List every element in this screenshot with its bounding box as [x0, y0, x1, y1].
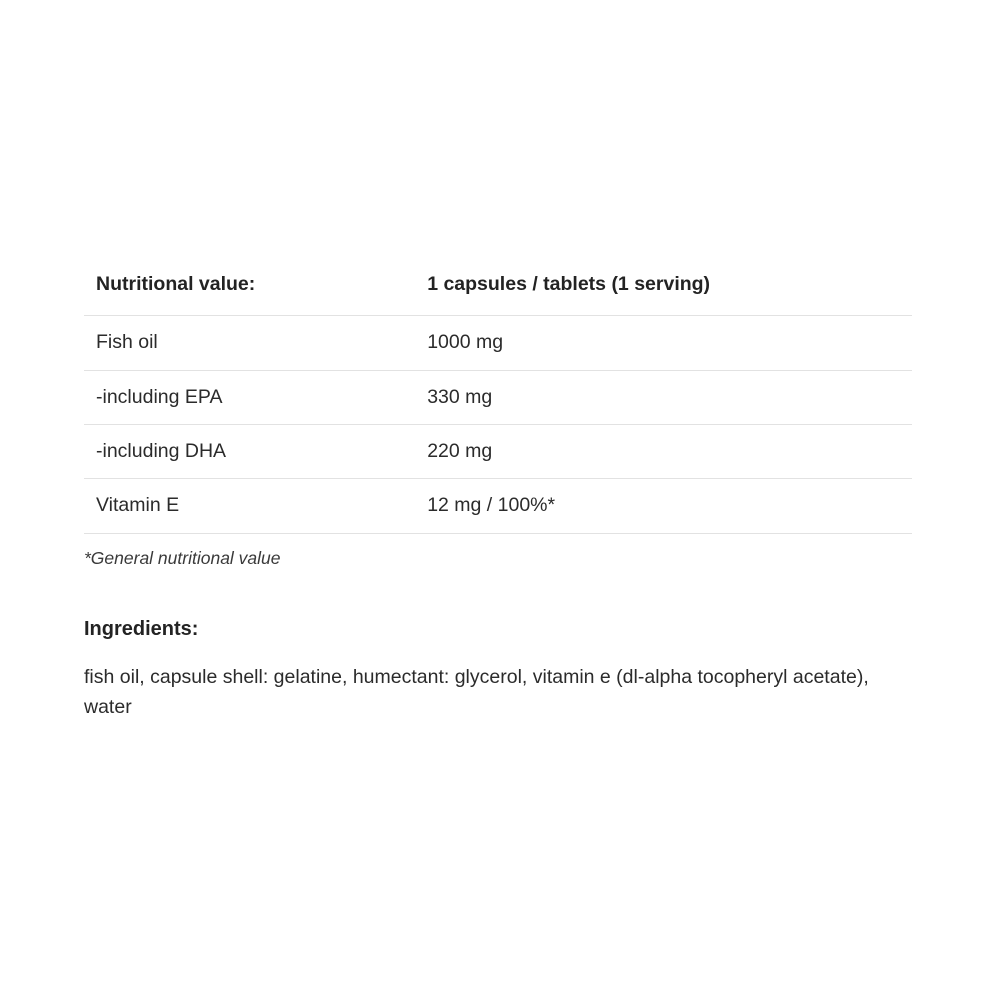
nutrition-footnote: *General nutritional value: [84, 548, 281, 568]
nutrient-value-vitamin-e: 12 mg / 100%*: [415, 479, 912, 533]
table-row: [84, 425, 912, 479]
nutrient-name-fish-oil: Fish oil: [96, 331, 158, 354]
table-row: [84, 370, 912, 424]
nutrient-name-vitamin-e: Vitamin E: [84, 479, 415, 533]
nutrient-name-dha: -including DHA: [96, 440, 227, 463]
ingredients-heading: Ingredients:: [84, 618, 199, 640]
column-header-serving: 1 capsules / tablets (1 serving): [427, 273, 711, 295]
column-header-nutritional-value: Nutritional value:: [96, 273, 256, 295]
table-header-row: [84, 262, 912, 316]
nutrient-value-fish-oil: 1000 mg: [427, 331, 504, 354]
nutrient-name-epa: -including EPA: [96, 385, 223, 408]
nutrient-value-epa: 330 mg: [427, 385, 493, 408]
nutrient-value-dha: 220 mg: [427, 440, 493, 463]
nutrition-table-head: [84, 262, 912, 316]
nutrition-table: [84, 262, 912, 534]
table-row: [84, 479, 912, 533]
table-row: [84, 316, 912, 370]
nutrition-table-block: [84, 262, 912, 534]
ingredients-text: fish oil, capsule shell: gelatine, humectant: glycerol, vitamin e (dl-alpha tocopheryl acetate), water: [84, 666, 869, 719]
nutrition-table-body: [84, 316, 912, 533]
